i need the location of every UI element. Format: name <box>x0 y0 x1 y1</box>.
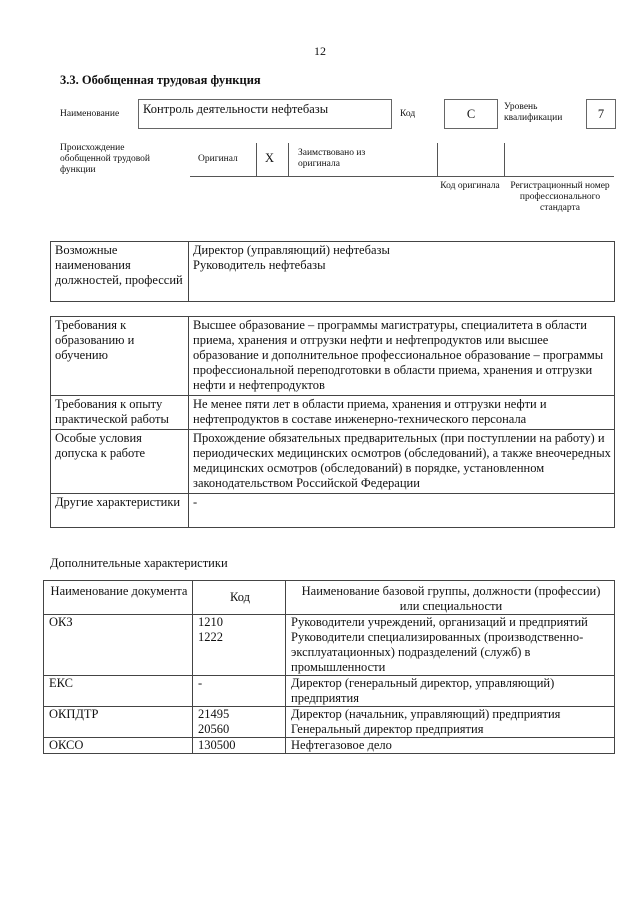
code-value: C <box>466 107 476 121</box>
col-name-header: Наименование базовой группы, должности (профессии) или специальности <box>286 581 615 615</box>
row-doc <box>44 630 193 676</box>
row-code: - <box>193 676 286 707</box>
positions-label: Возможные наименования должностей, профессий <box>51 242 189 302</box>
req-label-experience: Требования к опыту практической работы <box>51 396 189 430</box>
code-label: Код <box>400 109 416 119</box>
col-doc-header: Наименование документа <box>44 581 193 615</box>
table-row <box>44 630 615 676</box>
req-value-experience: Не менее пяти лет в области приема, хранения и отгрузки нефти и нефтепродуктов в составе инженерно-технического персонала <box>189 396 615 430</box>
requirements-table <box>50 316 615 528</box>
req-label-admission: Особые условия допуска к работе <box>51 430 189 494</box>
position-line: Директор (управляющий) нефтебазы <box>193 243 390 257</box>
row-code: 21495 <box>193 707 286 723</box>
row-name: Генеральный директор предприятия <box>286 722 615 738</box>
req-value-admission: Прохождение обязательных предварительных (при поступлении на работу) и периодических медицинских осмотров (обследований), а также внеочередных медицинских осмотров (обследований) в порядке, установленном законодательством Российской Федерации <box>189 430 615 494</box>
row-doc: ОКПДТР <box>44 707 193 723</box>
row-code: 1210 <box>193 615 286 631</box>
row-code: 20560 <box>193 722 286 738</box>
table-row <box>44 615 615 631</box>
row-name: Руководители учреждений, организаций и предприятий <box>286 615 615 631</box>
page-number: 12 <box>314 44 326 58</box>
origin-divider-2 <box>288 143 289 176</box>
reg-number-caption: Регистрационный номер профессионального стандарта <box>510 181 610 213</box>
section-title: 3.3. Обобщенная трудовая функция <box>60 73 261 87</box>
positions-table <box>50 241 615 302</box>
name-value: Контроль деятельности нефтебазы <box>143 102 329 116</box>
borrowed-label: Заимствовано из оригинала <box>298 148 366 169</box>
original-mark: X <box>265 151 275 165</box>
level-label: Уровень квалификации <box>504 102 563 123</box>
req-value-education: Высшее образование – программы магистратуры, специалитета в области приема, хранения и отгрузки нефти и нефтепродуктов или высшее образование и дополнительное профессиональное образование – программы профессиональной переподготовки в области приема, хранения и отгрузки нефти и нефтепродуктов <box>189 317 615 396</box>
position-line: Руководитель нефтебазы <box>193 258 326 272</box>
row-doc: ОКСО <box>44 738 193 754</box>
row-doc <box>44 722 193 738</box>
level-field <box>586 99 616 129</box>
row-name: Руководители специализированных (производственно-эксплуатационных) подразделений (служб) в промышленности <box>286 630 615 676</box>
req-label-education: Требования к образованию и обучению <box>51 317 189 396</box>
req-value-other: - <box>189 494 615 528</box>
origin-label: Происхождение обобщенной трудовой функции <box>60 143 150 175</box>
table-row <box>44 738 615 754</box>
code-original-caption: Код оригинала <box>440 181 500 191</box>
positions-cell <box>189 242 615 302</box>
origin-divider-3 <box>437 143 438 176</box>
additional-table <box>43 580 615 754</box>
table-row <box>44 676 615 707</box>
name-label: Наименование <box>60 109 120 119</box>
row-doc: ОКЗ <box>44 615 193 631</box>
additional-heading: Дополнительные характеристики <box>50 556 228 570</box>
original-label: Оригинал <box>198 154 238 164</box>
origin-underline <box>190 176 614 177</box>
row-name: Директор (генеральный директор, управляющий) предприятия <box>286 676 615 707</box>
row-name: Нефтегазовое дело <box>286 738 615 754</box>
level-value: 7 <box>597 107 605 121</box>
table-row <box>44 722 615 738</box>
origin-divider-4 <box>504 143 505 176</box>
code-field <box>444 99 498 129</box>
origin-divider-1 <box>256 143 257 176</box>
row-code: 130500 <box>193 738 286 754</box>
req-label-other: Другие характеристики <box>51 494 189 528</box>
row-code: 1222 <box>193 630 286 676</box>
col-code-header: Код <box>193 581 286 615</box>
table-row <box>44 707 615 723</box>
name-field <box>138 99 392 129</box>
row-name: Директор (начальник, управляющий) предприятия <box>286 707 615 723</box>
row-doc: ЕКС <box>44 676 193 707</box>
